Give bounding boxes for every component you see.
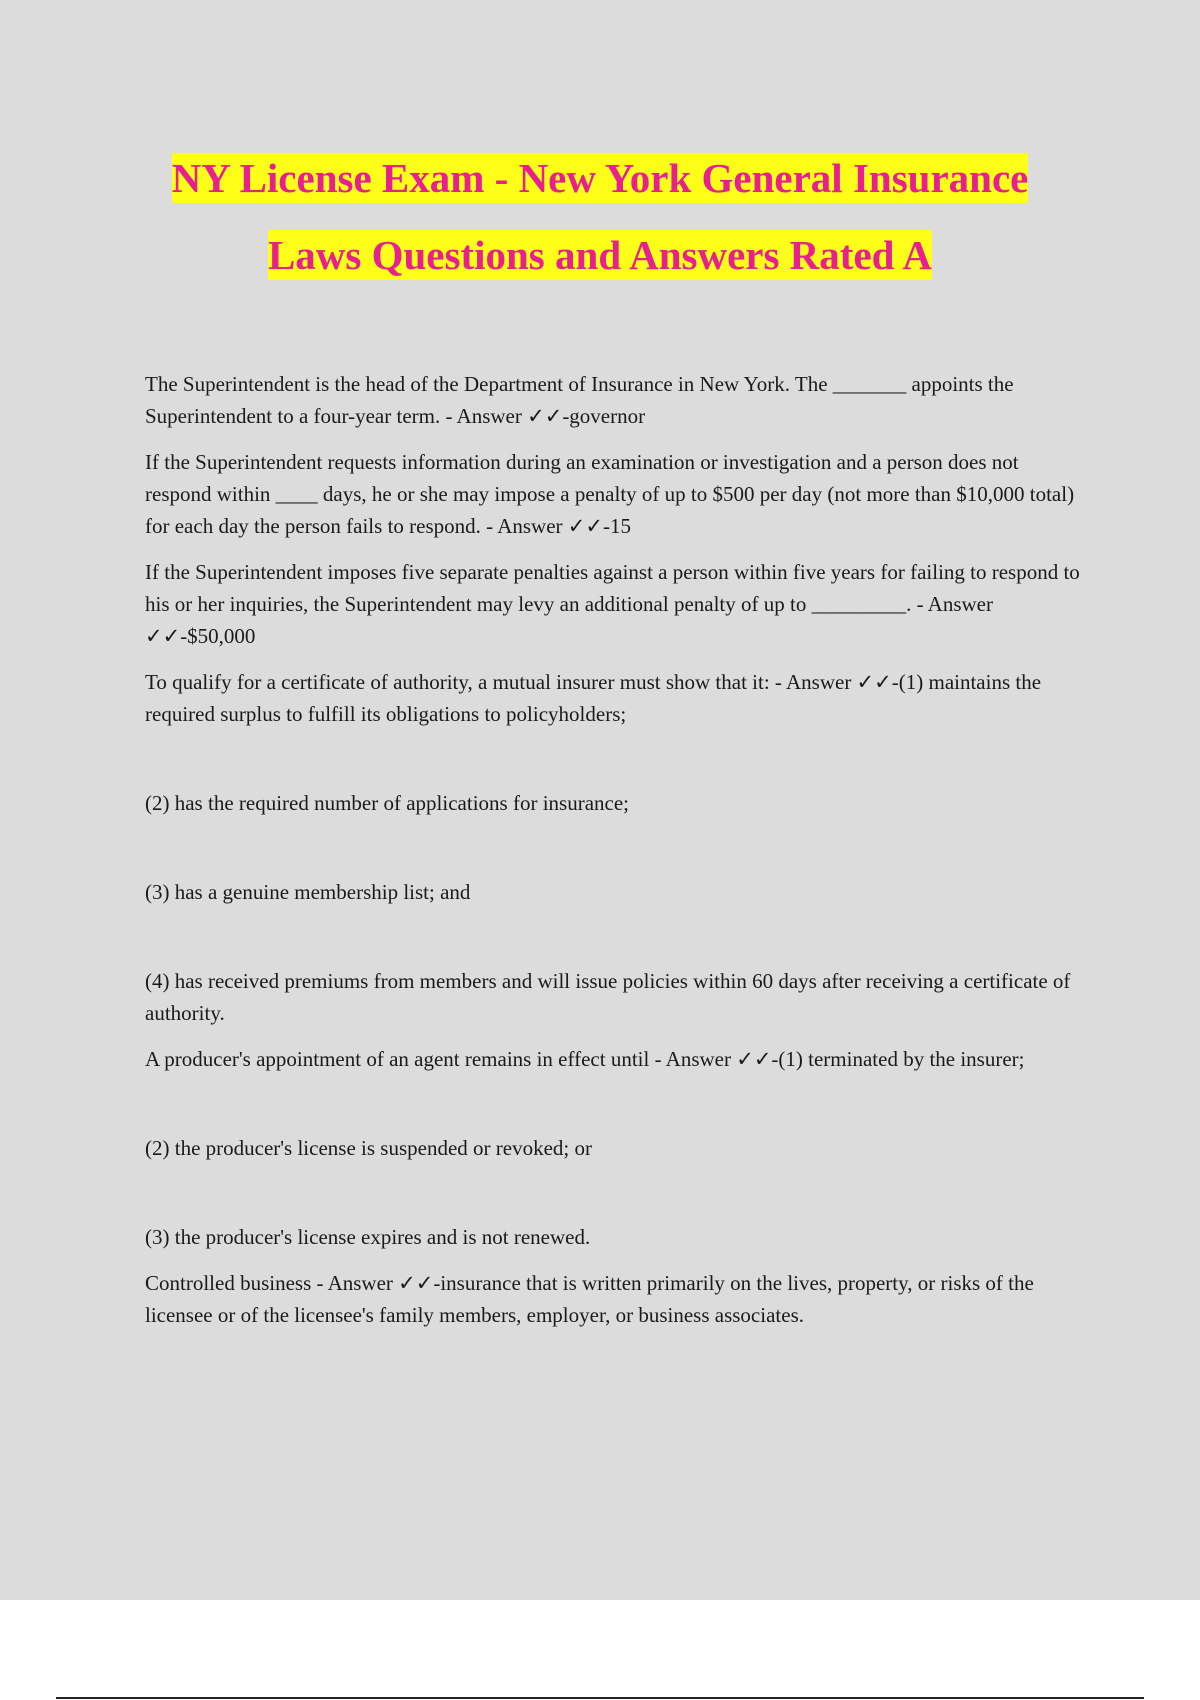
- qa-paragraph-11: Controlled business - Answer ✓✓-insurance that is written primarily on the lives, property, or risks of the licensee or of the licensee's family members, employer, or business associates.: [145, 1271, 1034, 1327]
- qa-paragraph-1: The Superintendent is the head of the Department of Insurance in New York. The _______ appoints the Superintendent to a four-year term. - Answer ✓✓-governor: [145, 372, 1014, 428]
- qa-paragraph-9: (2) the producer's license is suspended or revoked; or: [145, 1136, 592, 1160]
- qa-paragraph-7: (4) has received premiums from members and will issue policies within 60 days after receiving a certificate of authority.: [145, 969, 1071, 1025]
- qa-paragraph-6: (3) has a genuine membership list; and: [145, 880, 471, 904]
- document-body: [145, 368, 1090, 1345]
- page-divider: [56, 1697, 1144, 1699]
- qa-paragraph-5: (2) has the required number of applications for insurance;: [145, 791, 629, 815]
- qa-paragraph-10: (3) the producer's license expires and is not renewed.: [145, 1225, 591, 1249]
- qa-paragraph-4: To qualify for a certificate of authority, a mutual insurer must show that it: - Answer ✓✓-(1) maintains the required surplus to fulfill its obligations to policyholders;: [145, 670, 1042, 726]
- qa-paragraph-3: If the Superintendent imposes five separate penalties against a person within five years for failing to respond to his or her inquiries, the Superintendent may levy an additional penalty of up to _________. - Answer ✓✓-$50,000: [145, 560, 1080, 648]
- title-line-2: Laws Questions and Answers Rated A: [267, 232, 933, 278]
- document-title: [0, 140, 1200, 294]
- qa-paragraph-8: A producer's appointment of an agent remains in effect until - Answer ✓✓-(1) terminated by the insurer;: [145, 1047, 1025, 1071]
- title-line-1: NY License Exam - New York General Insurance: [171, 155, 1029, 201]
- qa-paragraph-2: If the Superintendent requests information during an examination or investigation and a person does not respond within ____ days, he or she may impose a penalty of up to $500 per day (not more than $10,000 total) for each day the person fails to respond. - Answer ✓✓-15: [145, 450, 1075, 538]
